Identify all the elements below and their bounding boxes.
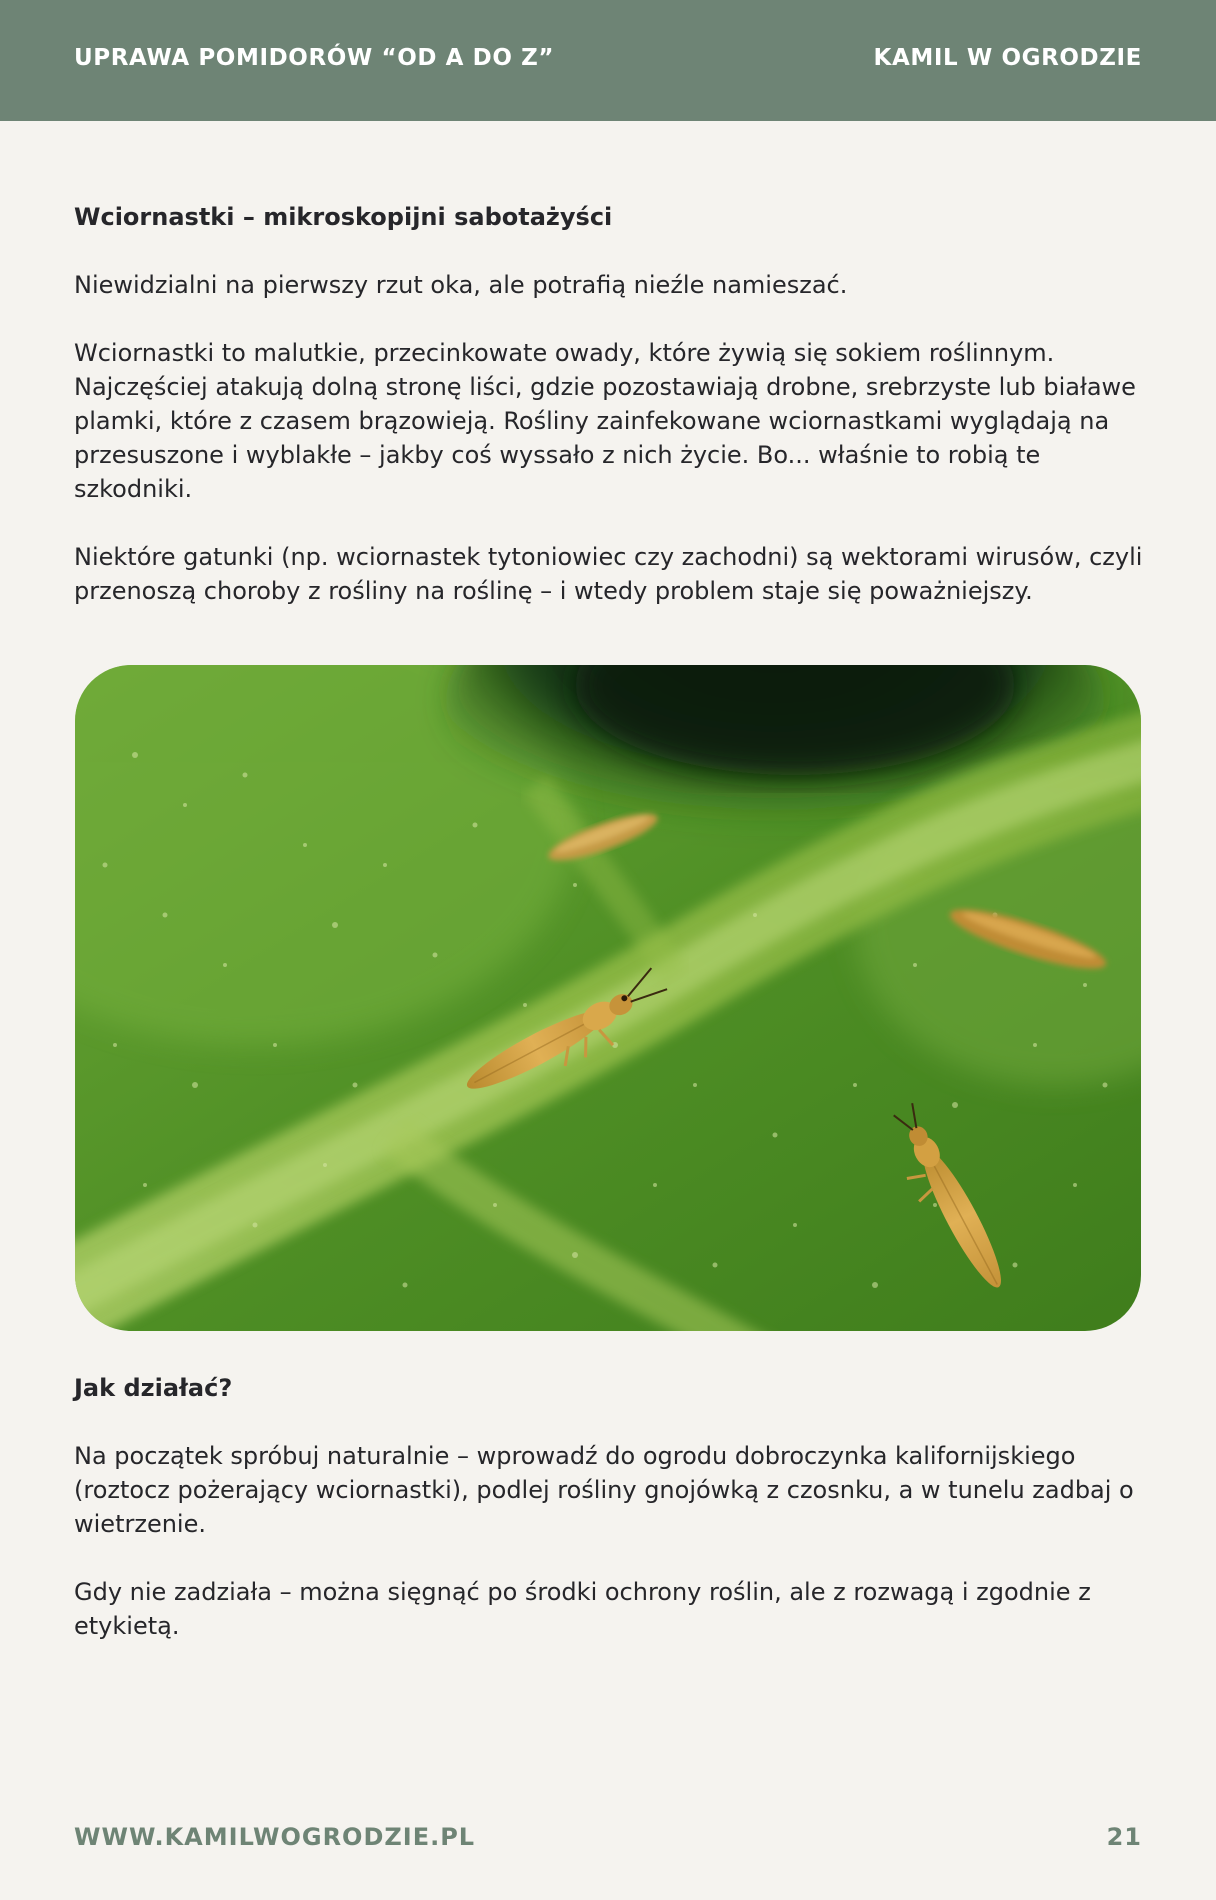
paragraph-description: Wciornastki to malutkie, przecinkowate owady, które żywią się sokiem roślinnym. Najczęściej atakują dolną stronę liści, gdzie pozostawiają drobne, srebrzyste lub białawe plamki, które z czasem brązowieją. Rośliny zainfekowane wciornastkami wyglądają na przesuszone i wyblakłe – jakby coś wyssało z nich życie. Bo... właśnie to robią te szkodniki. — [74, 339, 1136, 503]
section-thrips — [74, 200, 1144, 608]
book-title: UPRAWA POMIDORÓW “OD A DO Z” — [74, 45, 555, 71]
footer-website: WWW.KAMILWOGRODZIE.PL — [74, 1823, 476, 1851]
paragraph-intro: Niewidzialni na pierwszy rzut oka, ale potrafią nieźle namieszać. — [74, 271, 848, 299]
author-name: KAMIL W OGRODZIE — [873, 45, 1142, 71]
section-title-how-to-act: Jak działać? — [74, 1374, 233, 1402]
page-number: 21 — [1106, 1823, 1142, 1851]
section-how-to-act — [74, 1371, 1144, 1643]
page-header — [0, 0, 1216, 121]
section-title-thrips: Wciornastki – mikroskopijni sabotażyści — [74, 203, 613, 231]
paragraph-viruses: Niektóre gatunki (np. wciornastek tytoniowiec czy zachodni) są wektorami wirusów, czyli przenoszą choroby z rośliny na roślinę – i wtedy problem staje się poważniejszy. — [74, 543, 1143, 605]
paragraph-natural-methods: Na początek spróbuj naturalnie – wprowadź do ogrodu dobroczynka kalifornijskiego (roztocz pożerający wciornastki), podlej rośliny gnojówką z czosnku, a w tunelu zadbaj o wietrzenie. — [74, 1442, 1134, 1538]
thrips-on-leaf-photo — [75, 665, 1141, 1331]
paragraph-chemical-methods: Gdy nie zadziała – można sięgnąć po środki ochrony roślin, ale z rozwagą i zgodnie z etykietą. — [74, 1578, 1091, 1640]
